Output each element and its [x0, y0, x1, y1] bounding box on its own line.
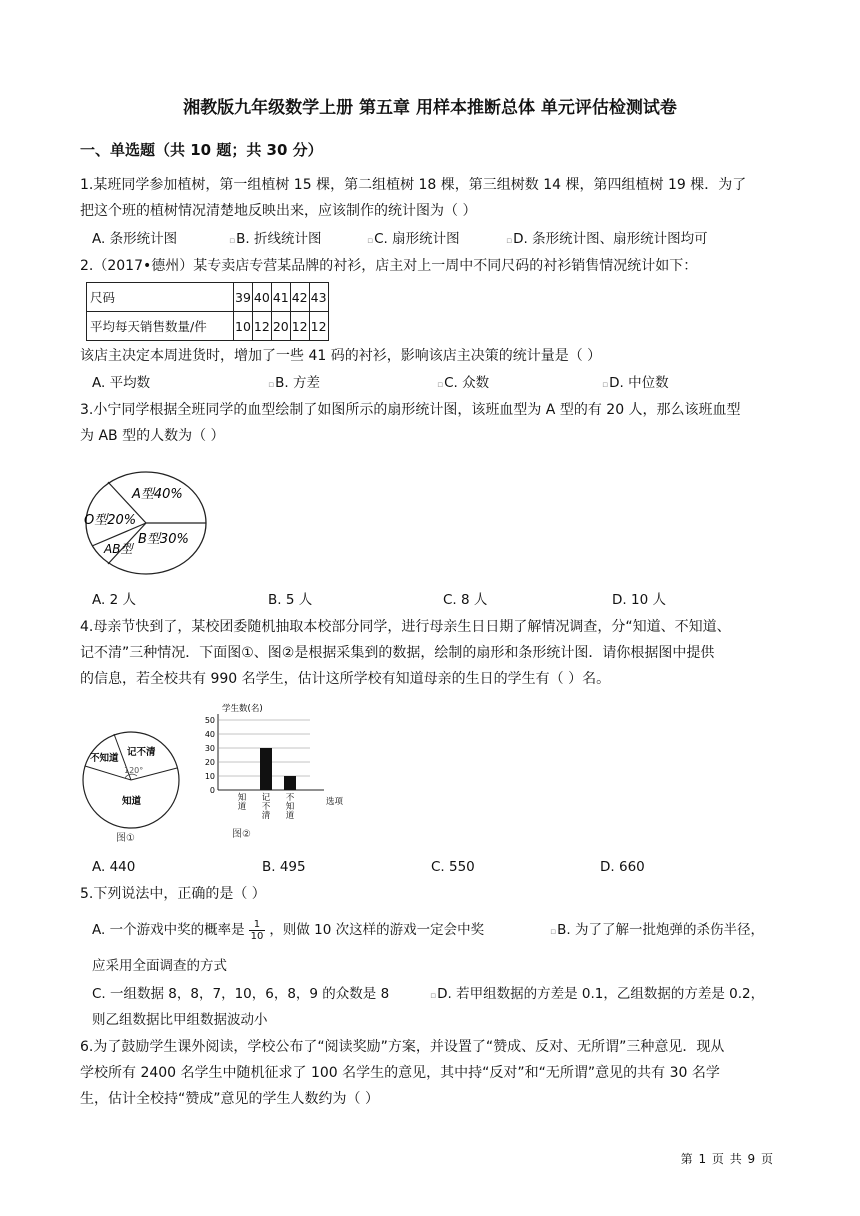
q5-option-a: A. 一个游戏中奖的概率是 $\frac{1}{10}$ ，则做 10 次这样的游戏一定会中奖 [92, 918, 485, 942]
q3-option-b: B. 5 人 [268, 592, 313, 608]
q5-option-d: ▫D. 若甲组数据的方差是 0.1，乙组数据的方差是 0.2， [430, 986, 765, 1002]
y-tick-label: 50 [204, 716, 215, 725]
page-footer: 第 1 页 共 9 页 [680, 1152, 774, 1166]
table-cell: 20 [271, 312, 290, 341]
q2-option-b: ▫B. 方差 [268, 375, 320, 391]
q1-option-b: ▫B. 折线统计图 [229, 231, 322, 247]
q1-stem-line2: 把这个班的植树情况清楚地反映出来，应该制作的统计图为（ ） [80, 203, 477, 219]
q6-stem-line3: 生，估计全校持“赞成”意见的学生人数约为（ ） [80, 1091, 379, 1107]
table-cell: 10 [234, 312, 253, 341]
birthday-bar-chart [198, 700, 358, 840]
q4-option-d: D. 660 [600, 859, 645, 875]
table-cell: 12 [290, 312, 309, 341]
q6-stem-line2: 学校所有 2400 名学生中随机征求了 100 名学生的意见，其中持“反对”和“无所谓”意见的共有 30 名学 [80, 1065, 720, 1081]
y-tick-label: 0 [209, 786, 215, 795]
fraction: $\frac{1}{10}$ [250, 918, 264, 942]
q3-option-c: C. 8 人 [443, 592, 488, 608]
table-cell: 41 [271, 283, 290, 312]
pie-label-ab: AB型 [104, 542, 133, 556]
birthday-pie-chart [80, 728, 190, 848]
pie-label-know: 知道 [122, 796, 142, 807]
y-tick-label: 20 [204, 758, 215, 767]
q4-stem-line2: 记不清”三种情况．下面图①、图②是根据采集到的数据，绘制的扇形和条形统计图．请你根据图中提供 [80, 645, 715, 661]
blood-type-pie-chart [80, 468, 210, 580]
q1-stem-line1: 1.某班同学参加植树，第一组植树 15 棵，第二组植树 18 棵，第三组树数 14 棵，第四组植树 19 棵．为了 [80, 177, 747, 193]
page-title: 湘教版九年级数学上册 第五章 用样本推断总体 单元评估检测试卷 [183, 98, 677, 118]
q2-stem-line1: 2.（2017•德州）某专卖店专营某品牌的衬衫，店主对上一周中不同尺码的衬衫销售情况统计如下： [80, 258, 698, 274]
table-cell: 42 [290, 283, 309, 312]
x-tick-label: 不知道 [285, 793, 295, 821]
pie-caption: 图① [116, 833, 135, 844]
q1-option-d: ▫D. 条形统计图、扇形统计图均可 [506, 231, 708, 247]
q3-option-d: D. 10 人 [612, 592, 666, 608]
y-tick-label: 10 [204, 772, 215, 781]
q3-option-a: A. 2 人 [92, 592, 136, 608]
q5-option-b: ▫B. 为了了解一批炮弹的杀伤半径， [550, 922, 764, 938]
bar-y-axis-label: 学生数(名) [222, 704, 263, 714]
size-sales-table [86, 282, 329, 341]
table-row [87, 283, 329, 312]
table-row [87, 312, 329, 341]
table-row-label: 平均每天销售数量/件 [87, 312, 234, 341]
q1-option-c: ▫C. 扇形统计图 [367, 231, 460, 247]
q2-option-a: A. 平均数 [92, 375, 151, 391]
pie-label-unknown: 不知道 [90, 753, 119, 764]
q1-option-a: A. 条形统计图 [92, 231, 178, 247]
q2-option-c: ▫C. 众数 [437, 375, 490, 391]
q5-option-b-cont: 应采用全面调查的方式 [92, 958, 227, 974]
pie-label-b: B型30% [138, 532, 189, 547]
pie-label-a: A型40% [132, 487, 183, 502]
table-cell: 39 [234, 283, 253, 312]
pie-angle-label: 120° [124, 766, 144, 775]
q4-option-a: A. 440 [92, 859, 136, 875]
x-tick-label: 知道 [237, 793, 247, 812]
q4-stem-line1: 4.母亲节快到了，某校团委随机抽取本校部分同学，进行母亲生日日期了解情况调查，分“知道、不知道、 [80, 619, 731, 635]
pie-label-o: O型20% [84, 513, 137, 528]
x-tick-label: 记不清 [261, 793, 271, 821]
q2-stem-line2: 该店主决定本周进货时，增加了一些 41 码的衬衫，影响该店主决策的统计量是（ ） [80, 348, 602, 364]
bar [284, 776, 296, 790]
table-cell: 40 [252, 283, 271, 312]
bar-marks [238, 748, 296, 821]
table-row-label: 尺码 [87, 283, 234, 312]
q5-stem: 5.下列说法中，正确的是（ ） [80, 886, 266, 902]
table-cell: 12 [309, 312, 328, 341]
q3-stem-line1: 3.小宁同学根据全班同学的血型绘制了如图所示的扇形统计图，该班血型为 A 型的有 20 人，那么该班血型 [80, 402, 741, 418]
q3-stem-line2: 为 AB 型的人数为（ ） [80, 428, 225, 444]
y-tick-label: 40 [204, 730, 215, 739]
q4-stem-line3: 的信息，若全校共有 990 名学生，估计这所学校有知道母亲的生日的学生有（ ）名。 [80, 671, 611, 687]
bar [260, 748, 272, 790]
y-tick-label: 30 [204, 744, 215, 753]
q4-option-b: B. 495 [262, 859, 306, 875]
pie-label-forgot: 记不清 [127, 747, 156, 758]
section-heading: 一、单选题（共 10 题；共 30 分） [80, 141, 323, 159]
bar-caption: 图② [232, 829, 251, 840]
q5-option-c: C. 一组数据 8，8，7，10，6，8，9 的众数是 8 [92, 986, 390, 1002]
bar-x-axis-label: 选项 [326, 797, 344, 807]
q6-stem-line1: 6.为了鼓励学生课外阅读，学校公布了“阅读奖励”方案，并设置了“赞成、反对、无所谓”三种意见．现从 [80, 1039, 725, 1055]
q2-option-d: ▫D. 中位数 [602, 375, 669, 391]
q5-option-d-cont: 则乙组数据比甲组数据波动小 [92, 1012, 268, 1028]
q4-option-c: C. 550 [431, 859, 475, 875]
table-cell: 12 [252, 312, 271, 341]
table-cell: 43 [309, 283, 328, 312]
